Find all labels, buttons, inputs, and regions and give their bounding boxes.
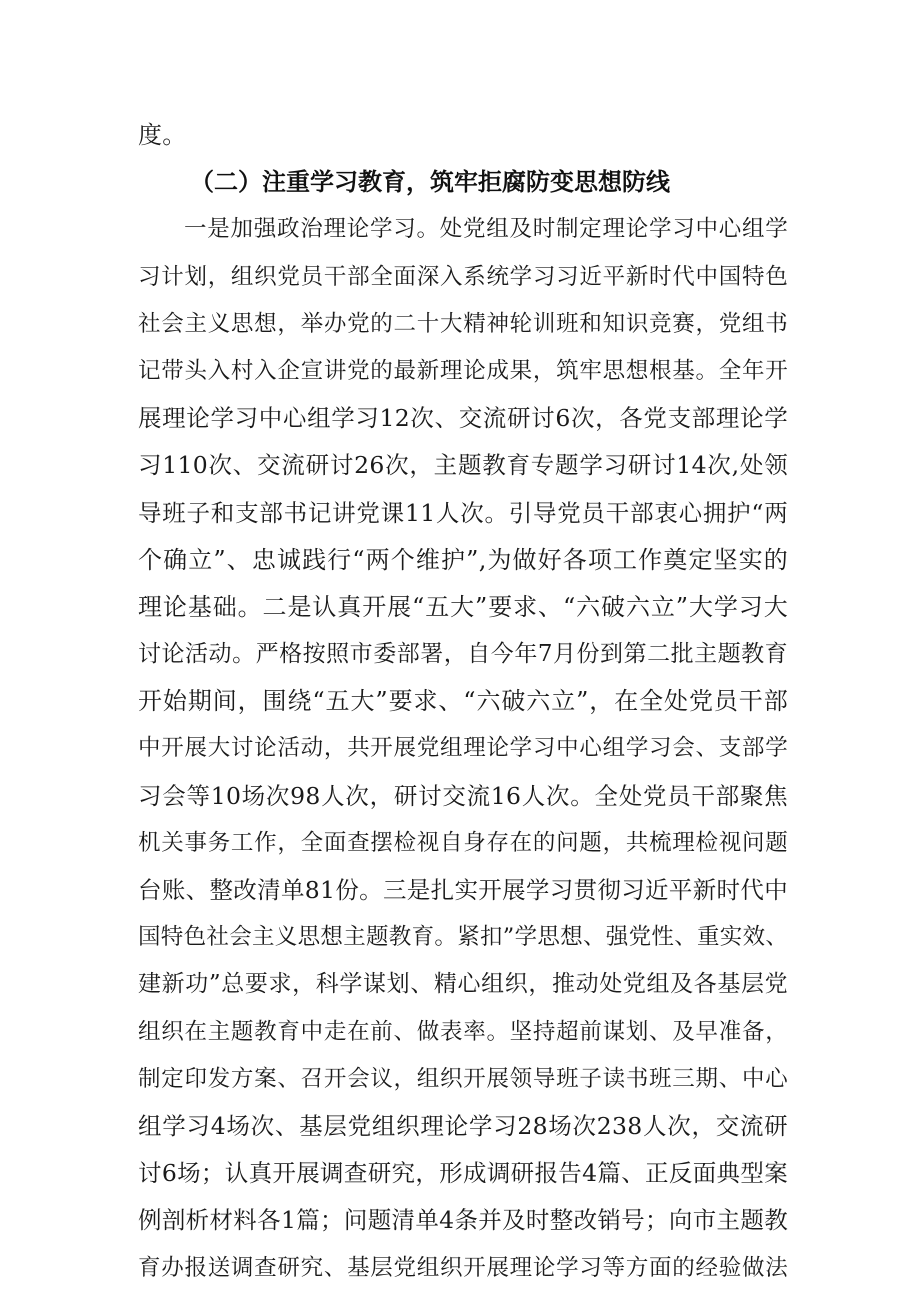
paragraph-line: 机关事务工作，全面查摆检视自身存在的问题，共梳理检视问题 xyxy=(138,829,788,856)
paragraph-line: 记带头入村入企宣讲党的最新理论成果，筑牢思想根基。全年开 xyxy=(138,357,788,384)
paragraph-line: 组学习4场次、基层党组织理论学习28场次238人次，交流研 xyxy=(138,1111,788,1140)
paragraph-line: 开始期间，围绕“五大”要求、“六破六立”，在全处党员干部 xyxy=(138,687,788,716)
paragraph-line: 建新功”总要求，科学谋划、精心组织，推动处党组及各基层党 xyxy=(138,971,788,998)
paragraph-line: 制定印发方案、召开会议，组织开展领导班子读书班三期、中心 xyxy=(138,1065,788,1092)
paragraph-line: 展理论学习中心组学习12次、交流研讨6次，各党支部理论学 xyxy=(138,404,788,433)
paragraph-line: 国特色社会主义思想主题教育。紧扣”学思想、强党性、重实效、 xyxy=(138,924,789,951)
document-body xyxy=(138,112,788,1292)
paragraph-line: 理论基础。二是认真开展“五大”要求、“六破六立”大学习大 xyxy=(138,592,788,621)
section-heading: （二）注重学习教育，筑牢拒腐防变思想防线 xyxy=(190,168,670,197)
paragraph-line: 讨论活动。严格按照市委部署，自今年7月份到第二批主题教育 xyxy=(138,641,788,668)
paragraph-line: 社会主义思想，举办党的二十大精神轮训班和知识竞赛，党组书 xyxy=(138,310,788,337)
paragraph-line-first: 一是加强政治理论学习。处党组及时制定理论学习中心组学 xyxy=(184,216,788,243)
paragraph-line: 习110次、交流研讨26次，主题教育专题学习研讨14次,处领 xyxy=(138,451,788,480)
paragraph-line: 习计划，组织党员干部全面深入系统学习习近平新时代中国特色 xyxy=(138,263,788,290)
paragraph-line: 育办报送调查研究、基层党组织开展理论学习等方面的经验做法 xyxy=(138,1254,788,1281)
paragraph-line: 例剖析材料各1篇；问题清单4条并及时整改销号；向市主题教 xyxy=(138,1206,788,1235)
paragraph-line: 组织在主题教育中走在前、做表率。坚持超前谋划、及早准备， xyxy=(138,1018,788,1045)
paragraph-line: 中开展大讨论活动，共开展党组理论学习中心组学习会、支部学 xyxy=(138,735,788,762)
paragraph-line-end: 度。 xyxy=(138,121,187,149)
paragraph-line: 讨6场；认真开展调查研究，形成调研报告4篇、正反面典型案 xyxy=(138,1159,788,1188)
paragraph-line: 习会等10场次98人次，研讨交流16人次。全处党员干部聚焦 xyxy=(138,781,788,810)
paragraph-line: 导班子和支部书记讲党课11人次。引导党员干部衷心拥护“两 xyxy=(138,498,788,527)
paragraph-line: 个确立”、忠诚践行“两个维护”,为做好各项工作奠定坚实的 xyxy=(138,545,788,574)
paragraph-line: 台账、整改清单81份。三是扎实开展学习贯彻习近平新时代中 xyxy=(138,876,788,904)
